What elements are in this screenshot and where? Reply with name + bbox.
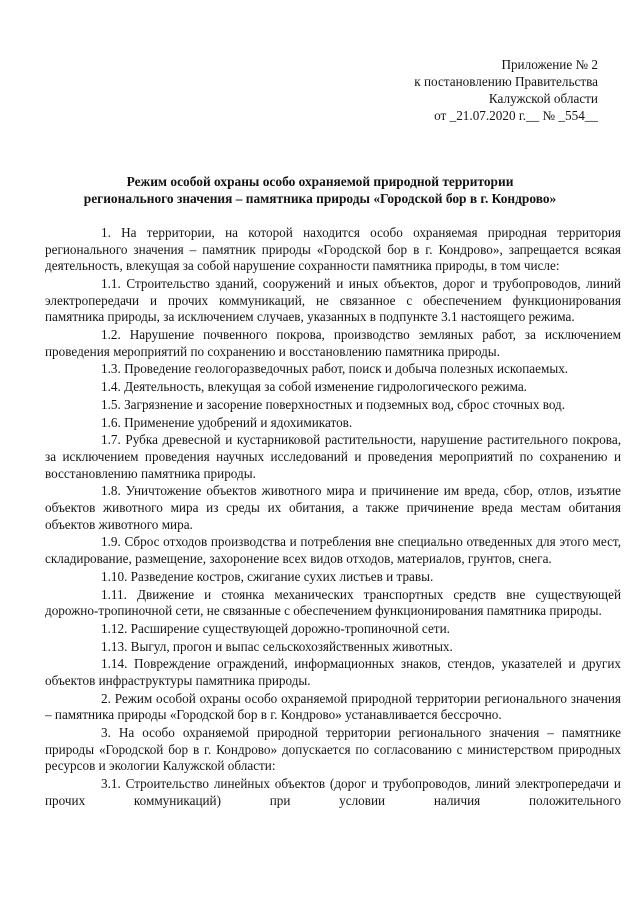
paragraph-1-4: 1.4. Деятельность, влекущая за собой изменение гидрологического режима. [101, 379, 527, 395]
appendix-region: Калужской области [488, 91, 598, 106]
appendix-date-number: от _21.07.2020 г.__ № _554__ [434, 108, 598, 123]
document-body [45, 225, 621, 811]
paragraph-1-9: 1.9. Сброс отходов производства и потребления вне специально отведенных для этого мест, складирование, размещение, захоронение всех видов отходов, материалов, грунтов, снега. [45, 534, 621, 566]
paragraph-1-5: 1.5. Загрязнение и засорение поверхностных и подземных вод, сброс сточных вод. [101, 396, 566, 412]
paragraph-1-8: 1.8. Уничтожение объектов животного мира и причинение им вреда, сбор, отлов, изъятие объектов животного мира из среды их обитания, а также причинение вреда местам обитания объектов животного мира. [45, 483, 621, 532]
document-title [40, 173, 600, 207]
title-line-1: Режим особой охраны особо охраняемой природной территории [126, 174, 514, 189]
paragraph-1: 1. На территории, на которой находится особо охраняемая природная территория регионального значения – памятник природы «Городской бор в г. Кондрово», запрещается всякая деятельность, влекущая за собой нарушение сохранности памятника природы, в том числе: [45, 225, 621, 274]
paragraph-3-1: 3.1. Строительство линейных объектов (дорог и трубопроводов, линий электропередачи и прочих коммуникаций) при условии наличия положительного [45, 776, 621, 808]
paragraph-1-6: 1.6. Применение удобрений и ядохимикатов. [101, 414, 353, 430]
appendix-block [298, 56, 598, 124]
appendix-number: Приложение № 2 [501, 57, 598, 72]
paragraph-1-14: 1.14. Повреждение ограждений, информационных знаков, стендов, указателей и других объектов инфраструктуры памятника природы. [45, 656, 621, 689]
paragraph-1-10: 1.10. Разведение костров, сжигание сухих листьев и травы. [101, 568, 434, 584]
paragraph-1-3: 1.3. Проведение геологоразведочных работ, поиск и добыча полезных ископаемых. [101, 361, 569, 377]
paragraph-3: 3. На особо охраняемой природной территории регионального значения – памятнике природы «Городской бор в г. Кондрово» допускается по согласованию с министерством природных ресурсов и экологии Калужской области: [45, 725, 621, 774]
appendix-resolution: к постановлению Правительства [414, 74, 598, 89]
paragraph-1-1: 1.1. Строительство зданий, сооружений и иных объектов, дорог и трубопроводов, линий электропередачи и прочих коммуникаций, не связанное с обеспечением функционирования памятника природы, за исключением случаев, указанных в подпункте 3.1 настоящего режима. [45, 275, 621, 325]
paragraph-1-13: 1.13. Выгул, прогон и выпас сельскохозяйственных животных. [101, 638, 453, 654]
paragraph-1-11: 1.11. Движение и стоянка механических транспортных средств вне существующей дорожно-тропиночной сети, не связанные с обеспечением функционирования памятника природы. [45, 586, 621, 619]
paragraph-1-7: 1.7. Рубка древесной и кустарниковой растительности, нарушение растительного покрова, за исключением проведения научных исследований и проведения мероприятий по сохранению и восстановлению памятника природы. [45, 432, 621, 481]
title-line-2: регионального значения – памятника природы «Городской бор в г. Кондрово» [83, 191, 557, 206]
paragraph-1-2: 1.2. Нарушение почвенного покрова, производство земляных работ, за исключением проведения мероприятий по сохранению и восстановлению памятника природы. [45, 326, 621, 359]
paragraph-2: 2. Режим особой охраны особо охраняемой природной территории регионального значения – памятника природы «Городской бор в г. Кондрово» устанавливается бессрочно. [45, 690, 621, 723]
paragraph-1-12: 1.12. Расширение существующей дорожно-тропиночной сети. [101, 620, 450, 636]
